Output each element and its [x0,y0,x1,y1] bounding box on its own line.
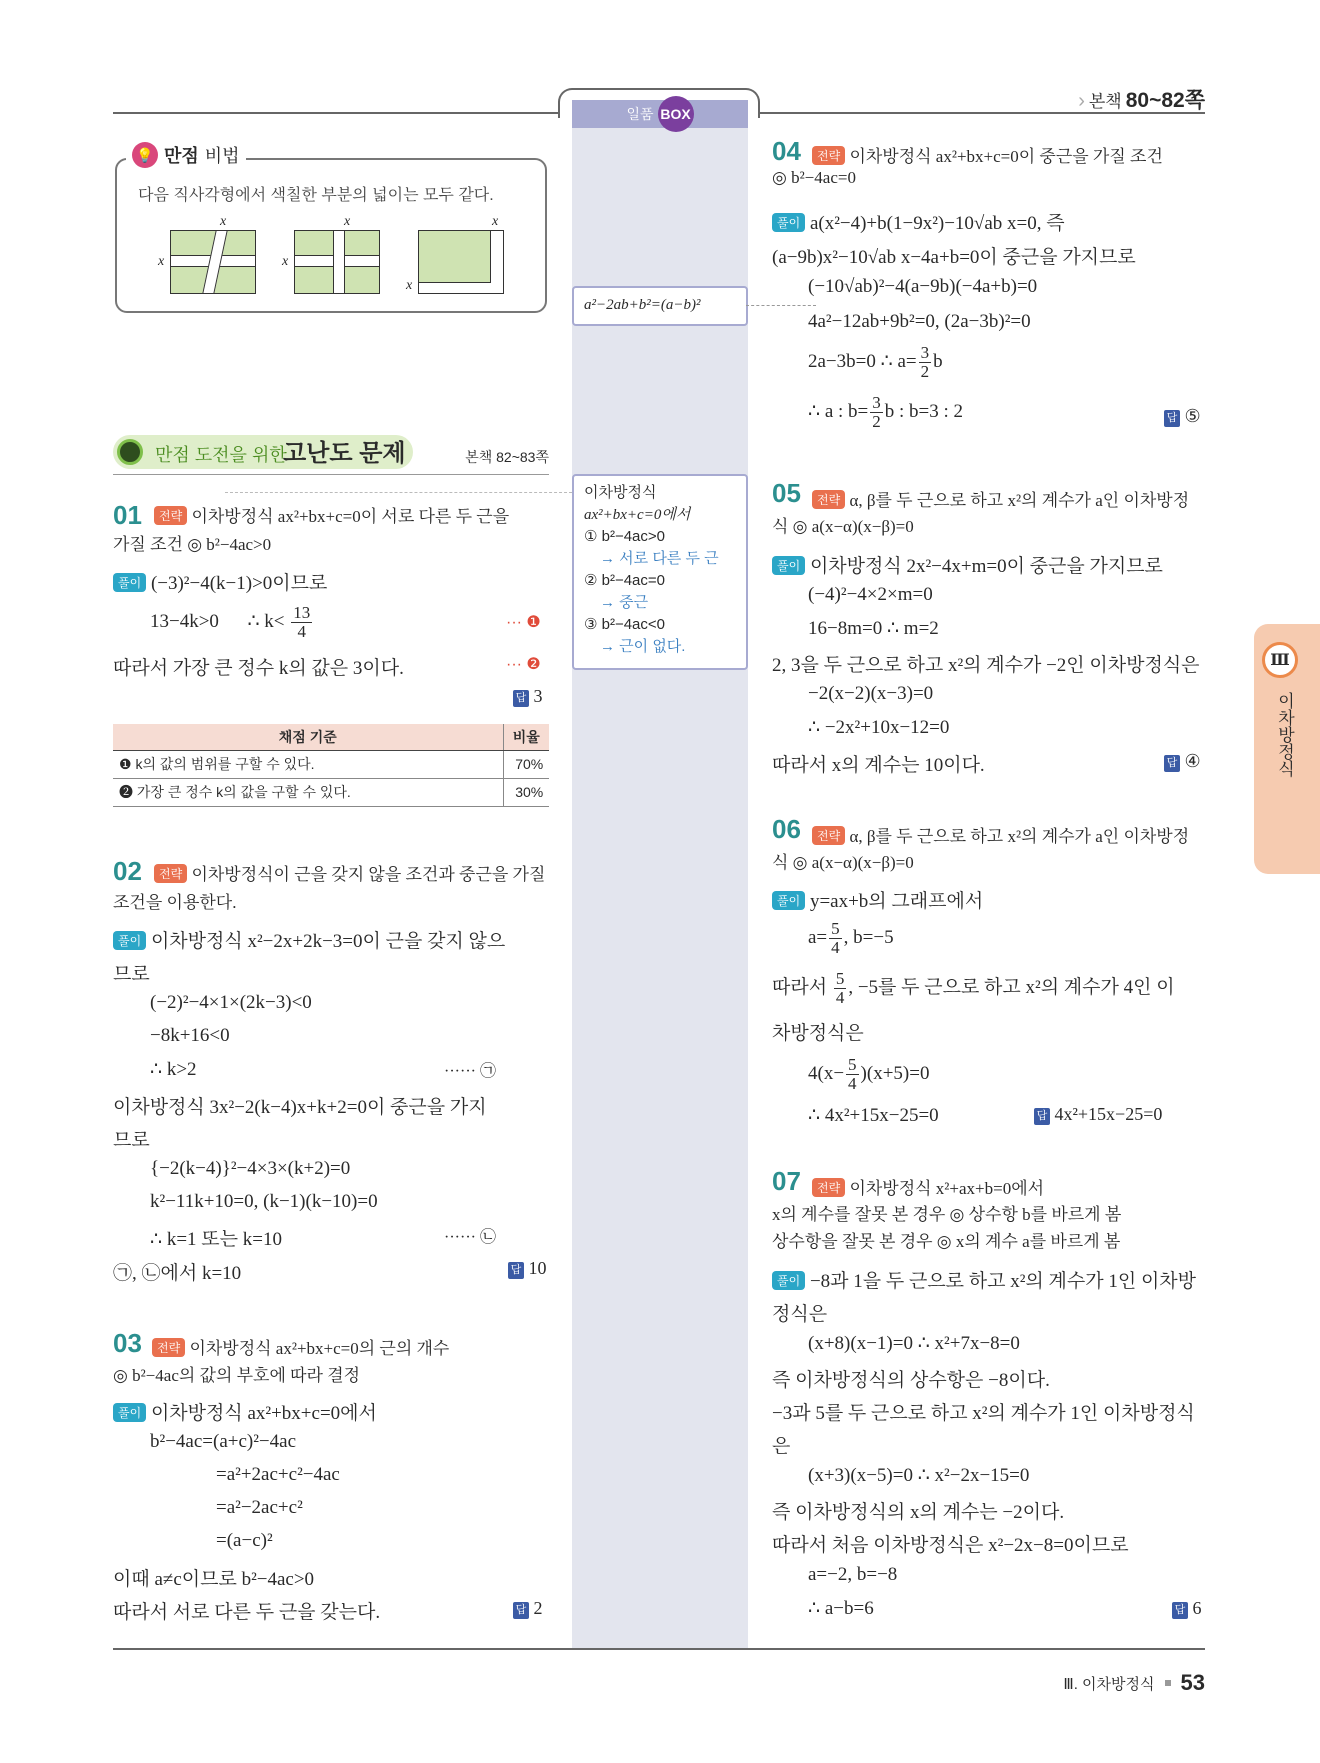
chevron-right-icon: › [1078,90,1085,112]
page-number: 53 [1180,1670,1205,1695]
answer [1034,1104,1162,1125]
solution-text: 4(x− [808,1062,845,1084]
dashed-connector [746,305,816,306]
fraction-numerator: 5 [848,1055,857,1074]
fraction-numerator: 3 [920,343,930,362]
equation-marker: ······ ㉡ [444,1229,496,1246]
note-line: 이차방정식 [584,484,657,501]
solution-text: 2, 3을 두 근으로 하고 x²의 계수가 −2인 이차방정식은 [772,655,1200,676]
strategy-text: 식 ◎ a(x−α)(x−β)=0 [772,853,914,872]
lightbulb-icon: 💡 [132,142,158,168]
solution-text: 므로 [113,964,150,985]
solution-text: 이때 a≠c이므로 b²−4ac>0 [113,1569,315,1590]
solution-line [113,926,505,953]
solution-text: 므로 [113,1130,150,1151]
table-cell: ❶ k의 값의 범위를 구할 수 있다. [113,750,503,778]
fraction [846,1056,859,1093]
note-line: ax²+bx+c=0에서 [584,507,691,523]
solution-text: (−2)²−4×1×(2k−3)<0 [150,992,312,1013]
solution-text: 4a²−12ab+9b²=0, (2a−3b)²=0 [808,311,1031,332]
step-marker: ··· ❷ [506,656,541,673]
box-header [572,100,748,128]
fraction [829,920,842,957]
strategy-text: 식 ◎ a(x−α)(x−β)=0 [772,517,914,536]
solution-text: 이차방정식 3x²−2(k−4)x+k+2=0이 중근을 가지 [113,1097,487,1118]
figure-2-x-label: x [282,254,289,269]
chapter-side-tab[interactable] [1254,624,1320,874]
strategy-text: 이차방정식 x²+ax+b=0에서 [849,1179,1045,1198]
strategy-line [154,502,509,527]
answer-icon: 답 [508,1262,524,1279]
note-line: ① b²−4ac>0 [584,528,665,545]
solution-text: b²−4ac=(a+c)²−4ac [150,1431,297,1452]
solution-text: a(x²−4)+b(1−9x²)−10√ab x=0, 즉 [809,213,1065,234]
answer-value: ④ [1184,751,1201,771]
figure-2-x-label: x [344,214,351,229]
solution-tag: 풀이 [772,891,805,910]
ref-prefix: 본책 [1088,92,1122,111]
solution-text: b : b=3 : 2 [884,400,964,422]
strategy-text: ◎ b²−4ac=0 [772,168,856,187]
table-header: 채점 기준 [113,724,503,750]
problem-number: 06 [772,814,801,844]
solution-text: y=ax+b의 그래프에서 [809,891,984,912]
section-dot-icon [117,439,143,465]
section-heading: 고난도 문제 [283,440,406,467]
strategy-text: α, β를 두 근으로 하고 x²의 계수가 a인 이차방정 [849,491,1190,510]
solution-text: (−10√ab)²−4(a−9b)(−4a+b)=0 [808,276,1038,297]
solution-text: −8k+16<0 [150,1025,230,1046]
solution-tag: 풀이 [772,556,805,575]
solution-text: 이차방정식 2x²−4x+m=0이 중근을 가지므로 [809,556,1163,577]
solution-text: −3과 5를 두 근으로 하고 x²의 계수가 1인 이차방정식 [772,1403,1195,1424]
fraction [291,604,312,641]
solution-text: ∴ a : b= [808,400,869,422]
answer-value: 3 [533,686,543,706]
strategy-tag: 전략 [812,146,845,165]
box-label: 일품 [626,106,654,122]
fraction-denominator: 4 [835,988,845,1007]
solution-text: )(x+5)=0 [860,1062,930,1084]
solution-text: 따라서 x의 계수는 10이다. [772,755,985,776]
answer [1164,406,1201,427]
solution-line [772,970,1175,1007]
solution-line [772,551,1163,578]
fraction-numerator: 5 [835,969,845,988]
fraction [870,394,883,431]
table-row [113,750,549,778]
table-row [113,778,549,806]
solution-text: (a−9b)x²−10√ab x−4a+b=0이 중근을 가지므로 [772,247,1136,268]
strategy-text: x의 계수를 잘못 본 경우 ◎ 상수항 b를 바르게 봄 [772,1205,1122,1224]
tip-title [126,142,246,168]
strategy-text: ◎ b²−4ac의 값의 부호에 따라 결정 [113,1366,361,1385]
box-note-discriminant [572,474,748,670]
chapter-roman-icon: Ⅲ [1262,642,1298,678]
note-line: ② b²−4ac=0 [584,572,665,589]
strategy-tag: 전략 [812,826,845,845]
solution-text: , −5를 두 근으로 하고 x²의 계수가 4인 이 [848,976,1175,998]
solution-line [808,344,943,381]
answer [1164,751,1201,772]
solution-line [808,1056,929,1093]
solution-text: k²−11k+10=0, (k−1)(k−10)=0 [150,1191,378,1212]
solution-line [808,920,894,957]
answer-icon: 답 [1164,410,1180,427]
fraction-numerator: 13 [293,603,311,622]
strategy-tag: 전략 [812,490,845,509]
fraction [919,344,932,381]
table-header-row [113,724,549,750]
solution-text: 이차방정식 ax²+bx+c=0에서 [150,1403,377,1424]
solution-text: ∴ k=1 또는 k=10 [150,1229,282,1250]
strategy-tag: 전략 [154,506,187,525]
footer-chapter: Ⅲ. 이차방정식 [1063,1675,1155,1693]
strategy-text: 가질 조건 ◎ b²−4ac>0 [113,535,272,554]
solution-text: , b=−5 [843,926,894,948]
box-column [572,100,748,1648]
fraction-denominator: 4 [831,938,840,957]
answer [508,1258,547,1279]
strategy-line [812,822,1189,847]
solution-text: 은 [772,1436,791,1457]
solution-text: (−4)²−4×2×m=0 [808,584,933,605]
solution-text: 즉 이차방정식의 상수항은 −8이다. [772,1370,1050,1391]
grading-table [113,724,549,807]
ref-range: 80~82쪽 [1125,89,1205,112]
solution-tag: 풀이 [113,573,146,592]
solution-text: 13−4k>0 [150,610,219,632]
box-badge: BOX [658,96,694,132]
rectangle-figure-3 [418,230,504,294]
note-line: → 근이 없다. [600,638,686,655]
solution-line [150,604,314,641]
solution-text: =a²+2ac+c²−4ac [216,1464,340,1485]
fraction-denominator: 2 [920,362,930,381]
fraction-numerator: 3 [872,393,881,412]
solution-line [772,886,983,913]
figure-3-x-label: x [406,278,413,293]
solution-tag: 풀이 [772,213,805,232]
problem-number: 05 [772,478,801,508]
solution-text: a=−2, b=−8 [808,1564,898,1585]
solution-text: =a²−2ac+c² [216,1497,303,1518]
solution-text: 따라서 처음 이차방정식은 x²−2x−8=0이므로 [772,1535,1129,1556]
step-marker: ··· ❶ [506,614,541,631]
solution-text: (x+3)(x−5)=0 ∴ x²−2x−15=0 [808,1465,1030,1486]
strategy-text: α, β를 두 근으로 하고 x²의 계수가 a인 이차방정 [849,827,1190,846]
figure-1-x-label: x [220,214,227,229]
equation-marker: ······ ㉠ [444,1063,496,1080]
solution-text: −8과 1을 두 근으로 하고 x²의 계수가 1인 이차방 [809,1271,1197,1292]
solution-text: a= [808,926,828,948]
fraction-denominator: 4 [297,622,306,641]
section-lead: 만점 도전을 위한 [155,445,287,465]
solution-text: (x+8)(x−1)=0 ∴ x²+7x−8=0 [808,1333,1020,1354]
problem-number: 01 [113,500,142,530]
bottom-rule [113,1648,1205,1650]
section-rule [113,474,549,475]
solution-text: ∴ −2x²+10x−12=0 [808,717,950,738]
table-header: 비율 [503,724,549,750]
answer-icon: 답 [1172,1602,1188,1619]
strategy-line [152,1334,449,1359]
solution-text: b [933,350,943,372]
solution-line [772,208,1065,235]
solution-text: (−3)²−4(k−1)>0이므로 [150,573,328,594]
strategy-text: 이차방정식이 근을 갖지 않을 조건과 중근을 가질 [191,865,546,884]
strategy-line [812,486,1189,511]
footer-separator [1165,1680,1171,1686]
answer-icon: 답 [513,690,529,707]
solution-tag: 풀이 [772,1271,805,1290]
answer-value: 10 [528,1258,547,1278]
answer [513,686,543,707]
solution-text: ㉠, ㉡에서 k=10 [113,1263,242,1284]
solution-line [113,1398,377,1425]
fraction [834,970,847,1007]
strategy-tag: 전략 [812,1178,845,1197]
solution-text: ∴ a−b=6 [808,1598,874,1619]
problem-number: 07 [772,1166,801,1196]
answer-icon: 답 [1164,755,1180,772]
answer-icon: 답 [1034,1108,1050,1125]
strategy-line [154,860,545,885]
table-cell: ❷ 가장 큰 정수 k의 값을 구할 수 있다. [113,778,503,806]
solution-line [772,1266,1196,1293]
strategy-text: 이차방정식 ax²+bx+c=0이 중근을 가질 조건 [849,147,1163,166]
solution-line [113,568,327,595]
answer-value: 6 [1192,1598,1202,1618]
fraction-denominator: 2 [872,412,881,431]
strategy-line [812,142,1163,167]
fraction-numerator: 5 [831,919,840,938]
answer [1172,1598,1202,1619]
solution-text: 정식은 [772,1304,828,1325]
answer-icon: 답 [513,1602,529,1619]
answer-value: 2 [533,1598,543,1618]
book-reference [1078,84,1205,114]
solution-text: =(a−c)² [216,1530,273,1551]
strategy-text: 이차방정식 ax²+bx+c=0이 서로 다른 두 근을 [191,507,510,526]
figure-3-x-label: x [492,214,499,229]
strategy-tag: 전략 [154,864,187,883]
problem-number: 04 [772,136,801,166]
solution-text: 따라서 [772,976,828,998]
solution-text: 16−8m=0 ∴ m=2 [808,618,939,639]
problem-number: 02 [113,856,142,886]
table-cell: 30% [503,778,549,806]
solution-text: 따라서 가장 큰 정수 k의 값은 3이다. [113,658,404,679]
section-title [113,433,549,473]
dashed-connector [225,492,572,493]
problem-number: 03 [113,1328,142,1358]
answer-value: ⑤ [1184,406,1201,426]
strategy-line [812,1174,1044,1199]
note-line: → 서로 다른 두 근 [600,550,719,567]
note-line: ③ b²−4ac<0 [584,616,665,633]
solution-text: ∴ 4x²+15x−25=0 [808,1105,939,1126]
solution-tag: 풀이 [113,1403,146,1422]
tip-text: 다음 직사각형에서 색칠한 부분의 넓이는 모두 같다. [138,187,494,204]
solution-text: ∴ k< [247,610,285,632]
solution-text: {−2(k−4)}²−4×3×(k+2)=0 [150,1158,351,1179]
tip-title-bold: 만점 [164,146,199,166]
strategy-text: 조건을 이용한다. [113,893,237,912]
box-note-identity: a²−2ab+b²=(a−b)² [572,286,748,326]
solution-text: −2(x−2)(x−3)=0 [808,683,934,704]
top-rule-left [113,112,560,114]
page-footer [1063,1670,1205,1696]
section-ref: 본책 82~83쪽 [465,449,549,465]
note-line: → 중근 [600,594,649,611]
chapter-side-label: 이차방정식 [1275,692,1294,777]
tip-title-rest: 비법 [204,146,240,166]
solution-text: 따라서 서로 다른 두 근을 갖는다. [113,1602,381,1623]
table-cell: 70% [503,750,549,778]
strategy-text: 이차방정식 ax²+bx+c=0의 근의 개수 [189,1339,450,1358]
strategy-text: 상수항을 잘못 본 경우 ◎ x의 계수 a를 바르게 봄 [772,1232,1121,1251]
solution-text: ∴ k>2 [150,1059,197,1080]
fraction-denominator: 4 [848,1074,857,1093]
solution-tag: 풀이 [113,931,146,950]
solution-text: 2a−3b=0 ∴ a= [808,350,917,372]
answer [513,1598,543,1619]
solution-text: 차방정식은 [772,1023,864,1044]
solution-text: 이차방정식 x²−2x+2k−3=0이 근을 갖지 않으 [150,931,506,952]
rectangle-figure-1 [170,230,256,294]
figure-1-x-label: x [158,254,165,269]
solution-line [808,394,963,431]
rectangle-figure-2 [294,230,380,294]
answer-value: 4x²+15x−25=0 [1054,1104,1163,1124]
solution-text: 즉 이차방정식의 x의 계수는 −2이다. [772,1502,1065,1523]
strategy-tag: 전략 [152,1338,185,1357]
